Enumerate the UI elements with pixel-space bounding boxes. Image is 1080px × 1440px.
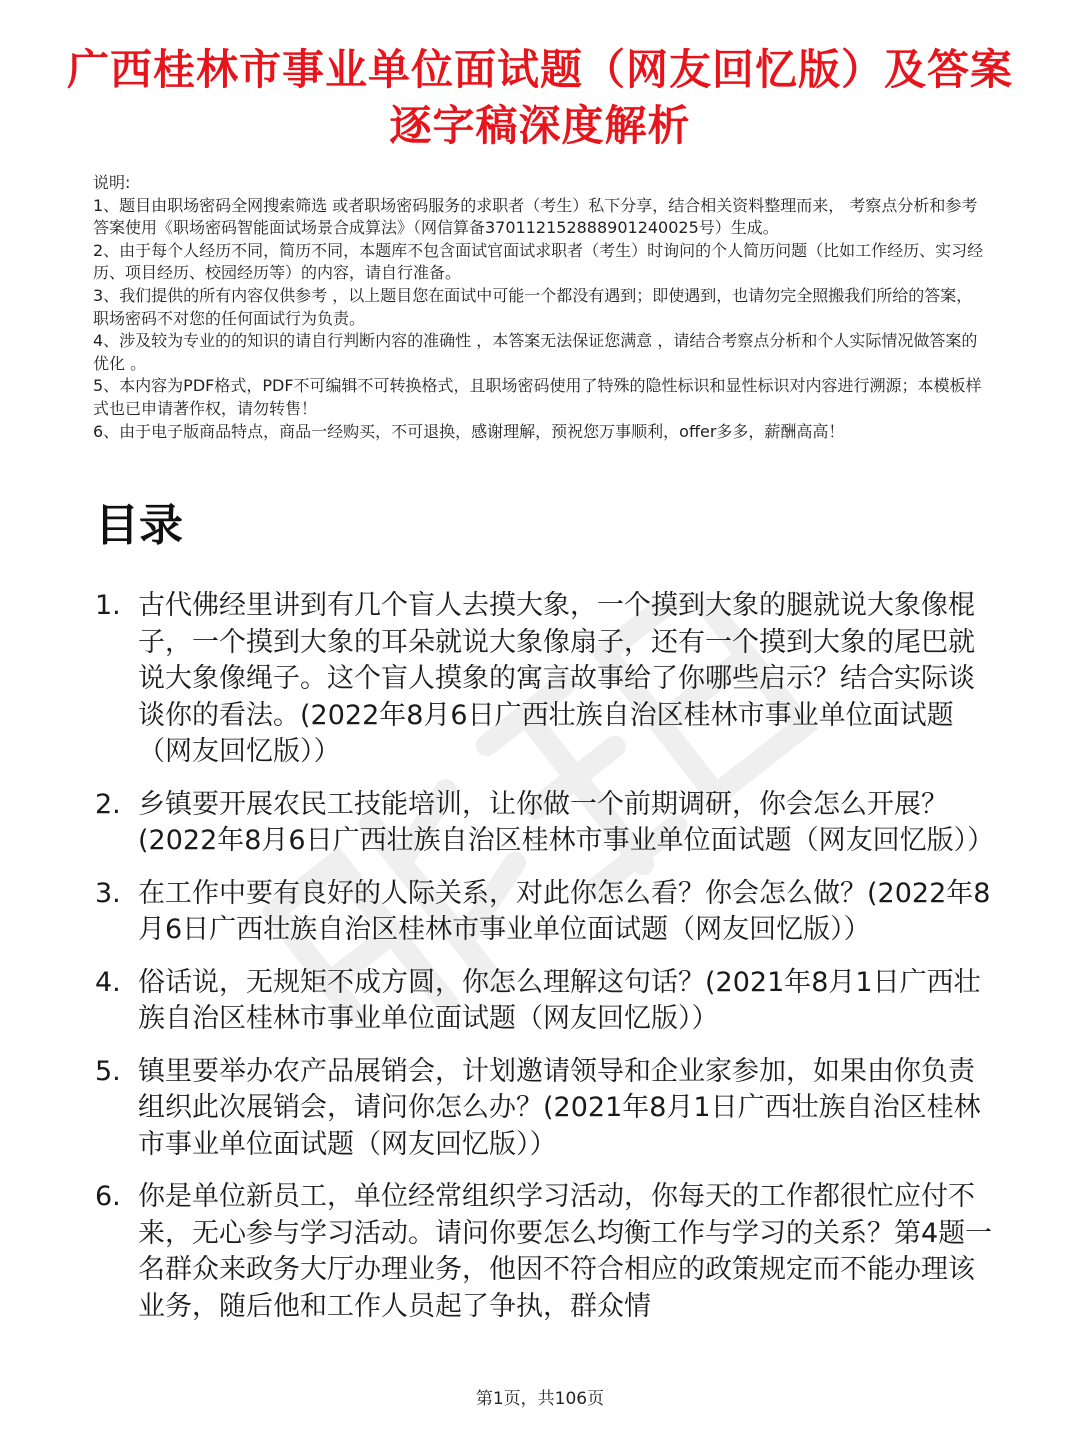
table-of-contents: [95, 588, 995, 1341]
note-item: 4、涉及较为专业的的知识的请自行判断内容的准确性 ，本答案无法保证您满意 ，请结合考察点分析和个人实际情况做答案的优化 。: [93, 331, 978, 373]
toc-item-number: 1.: [95, 590, 121, 621]
toc-item[interactable]: [95, 876, 995, 949]
toc-item-text: 在工作中要有良好的人际关系，对此你怎么看？你会怎么做？(2022年8月6日广西壮族自治区桂林市事业单位面试题（网友回忆版））: [138, 877, 991, 945]
document-title: 广西桂林市事业单位面试题（网友回忆版）及答案逐字稿深度解析: [66, 45, 1013, 150]
toc-item-text: 镇里要举办农产品展销会，计划邀请领导和企业家参加，如果由你负责组织此次展销会，请问你怎么办？(2021年8月1日广西壮族自治区桂林市事业单位面试题（网友回忆版））: [138, 1055, 981, 1160]
notes-heading: 说明:: [93, 173, 131, 192]
notes-section: [93, 172, 988, 443]
toc-item[interactable]: [95, 588, 995, 771]
toc-heading: 目录: [95, 500, 183, 551]
toc-item[interactable]: [95, 1179, 995, 1325]
note-item: 6、由于电子版商品特点，商品一经购买，不可退换，感谢理解，预祝您万事顺利，offer多多，薪酬高高！: [93, 421, 845, 441]
toc-item-number: 5.: [95, 1055, 121, 1087]
toc-item[interactable]: [95, 787, 995, 860]
toc-item-number: 2.: [95, 788, 121, 820]
toc-item-text: 古代佛经里讲到有几个盲人去摸大象，一个摸到大象的腿就说大象像棍子，一个摸到大象的耳朵就说大象像扇子，还有一个摸到大象的尾巴就说大象像绳子。这个盲人摸象的寓言故事给了你哪些启示？结合实际谈谈你的看法。(2022年8月6日广西壮族自治区桂林市事业单位面试题（网友回忆版））: [138, 590, 975, 767]
note-item: 3、我们提供的所有内容仅供参考 ，以上题目您在面试中可能一个都没有遇到；即使遇到，也请勿完全照搬我们所给的答案，职场密码不对您的任何面试行为负责。: [93, 285, 973, 328]
toc-item[interactable]: [95, 1054, 995, 1164]
note-item: 2、由于每个人经历不同，简历不同，本题库不包含面试官面试求职者（考生）时询问的个人简历问题（比如工作经历、实习经历、项目经历、校园经历等）的内容，请自行准备。: [93, 240, 984, 283]
page-number-footer: 第1页，共106页: [475, 1389, 605, 1409]
toc-item-number: 3.: [95, 877, 121, 909]
toc-item-number: 4.: [95, 966, 121, 998]
toc-item-number: 6.: [95, 1181, 121, 1212]
toc-item[interactable]: [95, 965, 995, 1038]
toc-item-text: 俗话说，无规矩不成方圆，你怎么理解这句话？(2021年8月1日广西壮族自治区桂林市事业单位面试题（网友回忆版））: [138, 966, 981, 1034]
toc-item-text: 你是单位新员工，单位经常组织学习活动，你每天的工作都很忙应付不来，无心参与学习活动。请问你要怎么均衡工作与学习的关系？第4题一名群众来政务大厅办理业务，他因不符合相应的政策规定而不能办理该业务，随后他和工作人员起了争执，群众情: [138, 1181, 993, 1322]
note-item: 5、本内容为PDF格式，PDF不可编辑不可转换格式，且职场密码使用了特殊的隐性标识和显性标识对内容进行溯源；本模板样式也已申请著作权，请勿转售！: [93, 376, 982, 418]
toc-item-text: 乡镇要开展农民工技能培训，让你做一个前期调研，你会怎么开展？(2022年8月6日广西壮族自治区桂林市事业单位面试题（网友回忆版））: [138, 788, 995, 856]
note-item: 1、题目由职场密码全网搜索筛选 或者职场密码服务的求职者（考生）私下分享，结合相关资料整理而来， 考察点分析和参考答案使用《职场密码智能面试场景合成算法》（网信算备370112152888901240025号）生成。: [93, 195, 978, 238]
